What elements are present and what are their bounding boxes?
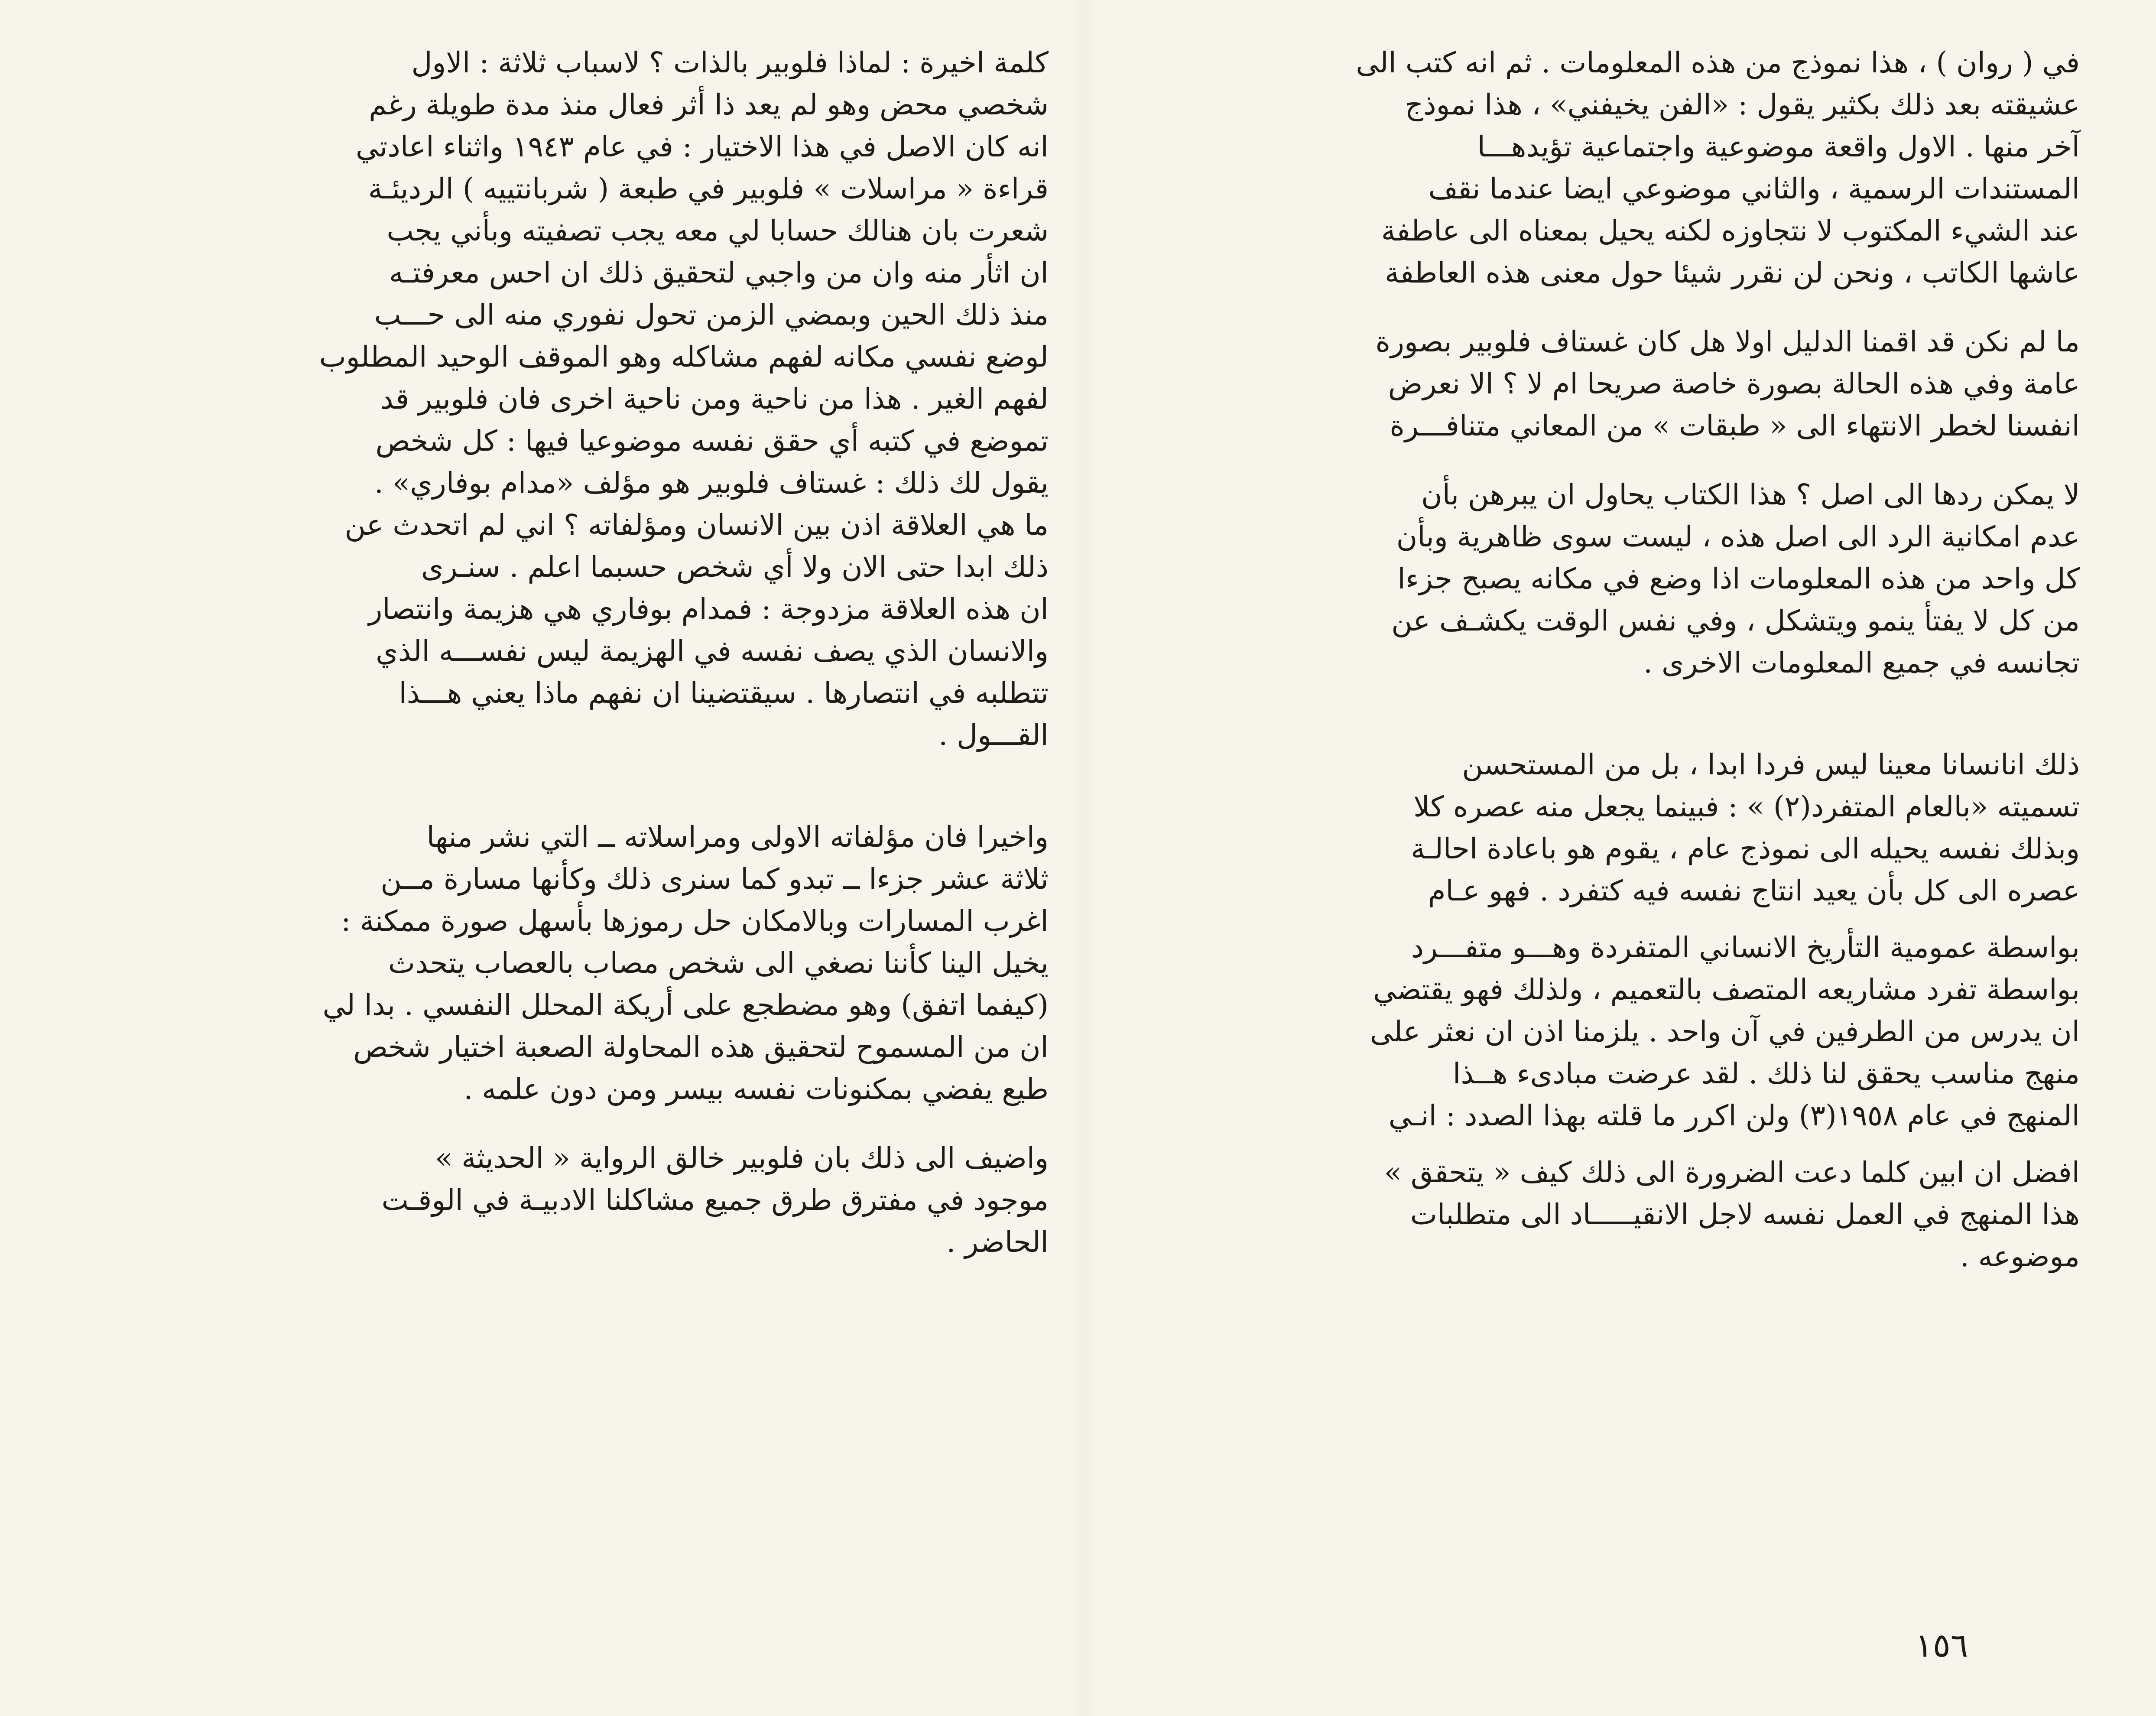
page-number: ١٥٦	[1915, 1626, 1968, 1664]
right-paragraph-5: بواسطة عمومية التأريخ الانساني المتفردة وهـــو متفـــرد بواسطة تفرد مشاريعه المتصف بالتعميم ، ولذلك فهو يقتضي ان يدرس من الطرفين في آن واحد . يلزمنا اذن ان نعثر على منهج مناسب يحقق لنا ذلك . لقد عرضت مبادىء هــذا المنهج في عام ١٩٥٨(٣) ولن اكرر ما قلته بهذا الصدد : انـي	[1370, 931, 2080, 1132]
right-paragraph-2: ما لم نكن قد اقمنا الدليل اولا هل كان غستاف فلوبير بصورة عامة وفي هذه الحالة بصورة خاصة صريحا ام لا ؟ الا نعرض انفسنا لخطر الانتهاء الى « طبقات » من المعاني متنافـــرة	[1375, 325, 2080, 442]
right-paragraph-6: افضل ان ابين كلما دعت الضرورة الى ذلك كيف « يتحقق » هذا المنهج في العمل نفسه لاجل الانقيـــــاد الى متطلبات موضوعه .	[1384, 1156, 2080, 1273]
left-paragraph-3: واضيف الى ذلك بان فلوبير خالق الرواية « الحديثة » موجود في مفترق طرق جميع مشاكلنا الادبيـة في الوقـت الحاضر .	[381, 1141, 1049, 1259]
gutter-shade	[1070, 0, 1096, 1716]
right-column	[1109, 42, 2080, 1277]
right-paragraph-3: لا يمكن ردها الى اصل ؟ هذا الكتاب يحاول ان يبرهن بأن عدم امكانية الرد الى اصل هذه ، ليست سوى ظاهرية وبأن كل واحد من هذه المعلومات اذا وضع في مكانه يصبح جزءا من كل لا يفتأ ينمو ويتشكل ، وفي نفس الوقت يكشـف عن تجانسه في جميع المعلومات الاخرى .	[1391, 478, 2080, 679]
left-paragraph-2: واخيرا فان مؤلفاته الاولى ومراسلاته ــ التي نشر منها ثلاثة عشر جزءا ــ تبدو كما سنرى ذلك وكأنها مسارة مــن اغرب المسارات وبالامكان حل رموزها بأسهل صورة ممكنة : يخيل الينا كأننا نصغي الى شخص مصاب بالعصاب يتحدث (كيفما اتفق) وهو مضطجع على أريكة المحلل النفسي . بدا لي ان من المسموح لتحقيق هذه المحاولة الصعبة اختيار شخص طيع يفضي بمكنونات نفسه بيسر ومن دون علمه .	[322, 820, 1049, 1106]
right-paragraph-4: ذلك انانسانا معينا ليس فردا ابدا ، بل من المستحسن تسميته «بالعام المتفرد(٢) » : فبينما يجعل منه عصره كلا وبذلك نفسه يحيله الى نموذج عام ، يقوم هو باعادة احالـة عصره الى كل بأن يعيد انتاج نفسه فيه كتفرد . فهو عـام	[1411, 748, 2080, 907]
right-paragraph-1: في ( روان ) ، هذا نموذج من هذه المعلومات . ثم انه كتب الى عشيقته بعد ذلك بكثير يقول : «الفن يخيفني» ، هذا نموذج آخر منها . الاول واقعة موضوعية واجتماعية تؤيدهـــا المستندات الرسمية ، والثاني موضوعي ايضا عندما نقف عند الشيء المكتوب لا نتجاوزه لكنه يحيل بمعناه الى عاطفة عاشها الكاتب ، ونحن لن نقرر شيئا حول معنى هذه العاطفة	[1356, 46, 2080, 289]
left-column	[100, 42, 1049, 1263]
left-paragraph-1: كلمة اخيرة : لماذا فلوبير بالذات ؟ لاسباب ثلاثة : الاول شخصي محض وهو لم يعد ذا أثر فعال منذ مدة طويلة رغم انه كان الاصل في هذا الاختيار : في عام ١٩٤٣ واثناء اعادتي قراءة « مراسلات » فلوبير في طبعة ( شربانتييه ) الرديئـة شعرت بان هنالك حسابا لي معه يجب تصفيته وبأني يجب ان اثأر منه وان من واجبي لتحقيق ذلك ان احس معرفتـه منذ ذلك الحين وبمضي الزمن تحول نفوري منه الى حـــب لوضع نفسي مكانه لفهم مشاكله وهو الموقف الوحيد المطلوب لفهم الغير . هذا من ناحية ومن ناحية اخرى فان فلوبير قد تموضع في كتبه أي حقق نفسه موضوعيا فيها : كل شخص يقول لك ذلك : غستاف فلوبير هو مؤلف «مدام بوفاري» . ما هي العلاقة اذن بين الانسان ومؤلفاته ؟ اني لم اتحدث عن ذلك ابدا حتى الان ولا أي شخص حسبما اعلم . سنـرى ان هذه العلاقة مزدوجة : فمدام بوفاري هي هزيمة وانتصار والانسان الذي يصف نفسه في الهزيمة ليس نفســـه الذي تتطلبه في انتصارها . سيقتضينا ان نفهم ماذا يعني هـــذا القـــول .	[319, 46, 1049, 752]
